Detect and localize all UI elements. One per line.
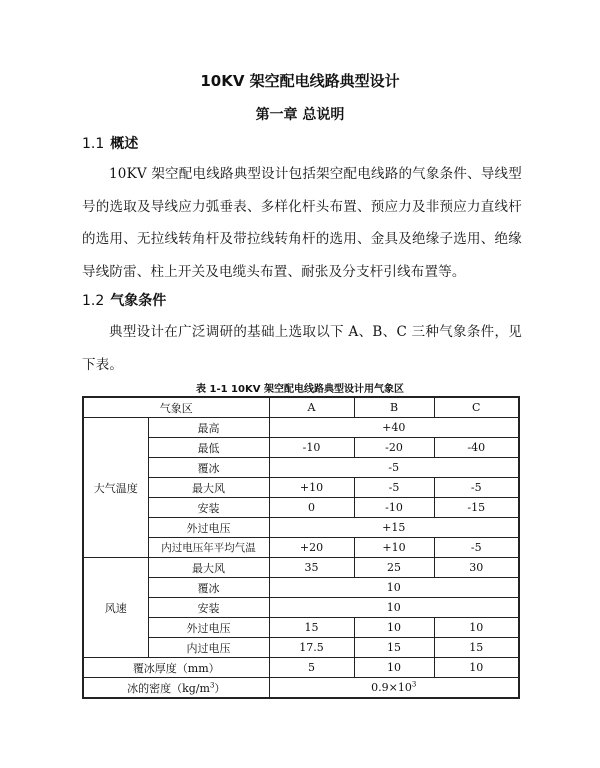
row-label: 内过电压	[148, 638, 269, 658]
cell-c: 10	[434, 658, 519, 678]
cell-a: 17.5	[269, 638, 354, 658]
cell-b: +10	[354, 538, 434, 558]
cell-value: -5	[269, 458, 519, 478]
table-row	[83, 438, 519, 458]
cell-c: -40	[434, 438, 519, 458]
table-row	[83, 678, 519, 699]
cell-value: 10	[269, 598, 519, 618]
cell-a: +10	[269, 478, 354, 498]
section-number: 1.2	[82, 293, 105, 309]
section-title: 概述	[110, 136, 139, 152]
row-label: 内过电压年平均气温	[148, 538, 269, 558]
section-number: 1.1	[82, 136, 105, 152]
cell-b: 10	[354, 618, 434, 638]
label-text: 冰的密度（kg/m	[127, 681, 210, 695]
cell-b: 15	[354, 638, 434, 658]
chapter-title: 第一章 总说明	[255, 107, 345, 123]
row-label: 最低	[148, 438, 269, 458]
section-heading-weather	[82, 290, 166, 310]
label-end: ）	[214, 681, 226, 695]
table-row	[83, 578, 519, 598]
row-label: 外过电压	[148, 518, 269, 538]
table-row	[83, 518, 519, 538]
cell-a: 5	[269, 658, 354, 678]
value-text: 0.9×10	[371, 681, 412, 694]
paragraph-overview: 10KV 架空配电线路典型设计包括架空配电线路的气象条件、导线型号的选取及导线应力弧垂表、多样化杆头布置、预应力及非预应力直线杆的选用、无拉线转角杆及带拉线转角杆的选用、金具及绝缘子选用、绝缘导线防雷、柱上开关及电缆头布置、耐张及分支杆引线布置等。	[82, 166, 522, 280]
row-label-ice-density	[83, 678, 269, 699]
section-heading-overview	[82, 133, 138, 153]
document-title: 10KV 架空配电线路典型设计	[200, 72, 400, 90]
table-row	[83, 658, 519, 678]
table-row	[83, 598, 519, 618]
cell-b: 10	[354, 658, 434, 678]
table-caption: 表 1-1 10KV 架空配电线路典型设计用气象区	[196, 384, 404, 395]
table-row	[83, 558, 519, 578]
row-label: 最高	[148, 418, 269, 438]
table-row	[83, 478, 519, 498]
group-label-wind: 风速	[83, 558, 148, 658]
header-col-b: B	[354, 397, 434, 418]
cell-c: -5	[434, 478, 519, 498]
table-row	[83, 498, 519, 518]
section-title: 气象条件	[110, 293, 167, 309]
cell-value-ice-density	[269, 678, 519, 699]
row-label: 安装	[148, 498, 269, 518]
cell-value: +15	[269, 518, 519, 538]
cell-value: +40	[269, 418, 519, 438]
row-label: 覆冰	[148, 578, 269, 598]
cell-b: -10	[354, 498, 434, 518]
value-superscript: 3	[411, 680, 417, 689]
row-label: 最大风	[148, 558, 269, 578]
cell-a: -10	[269, 438, 354, 458]
table-row	[83, 638, 519, 658]
header-col-a: A	[269, 397, 354, 418]
cell-c: 10	[434, 618, 519, 638]
table-row	[83, 618, 519, 638]
group-label-temperature: 大气温度	[83, 418, 148, 558]
cell-a: 35	[269, 558, 354, 578]
cell-value: 10	[269, 578, 519, 598]
table-header-row	[83, 397, 519, 418]
row-label: 最大风	[148, 478, 269, 498]
table-row	[83, 458, 519, 478]
cell-c: 15	[434, 638, 519, 658]
table-row	[83, 538, 519, 558]
cell-b: -5	[354, 478, 434, 498]
header-label: 气象区	[83, 397, 269, 418]
paragraph-weather: 典型设计在广泛调研的基础上选取以下 A、B、C 三种气象条件，见下表。	[82, 324, 522, 373]
header-col-c: C	[434, 397, 519, 418]
cell-c: 30	[434, 558, 519, 578]
row-label: 安装	[148, 598, 269, 618]
cell-a: 0	[269, 498, 354, 518]
row-label: 覆冰	[148, 458, 269, 478]
cell-c: -15	[434, 498, 519, 518]
cell-c: -5	[434, 538, 519, 558]
cell-a: +20	[269, 538, 354, 558]
table-row	[83, 418, 519, 438]
cell-a: 15	[269, 618, 354, 638]
label-superscript: 3	[209, 680, 215, 689]
cell-b: 25	[354, 558, 434, 578]
cell-b: -20	[354, 438, 434, 458]
row-label: 覆冰厚度（mm）	[83, 658, 269, 678]
weather-zone-table	[82, 396, 520, 699]
row-label: 外过电压	[148, 618, 269, 638]
